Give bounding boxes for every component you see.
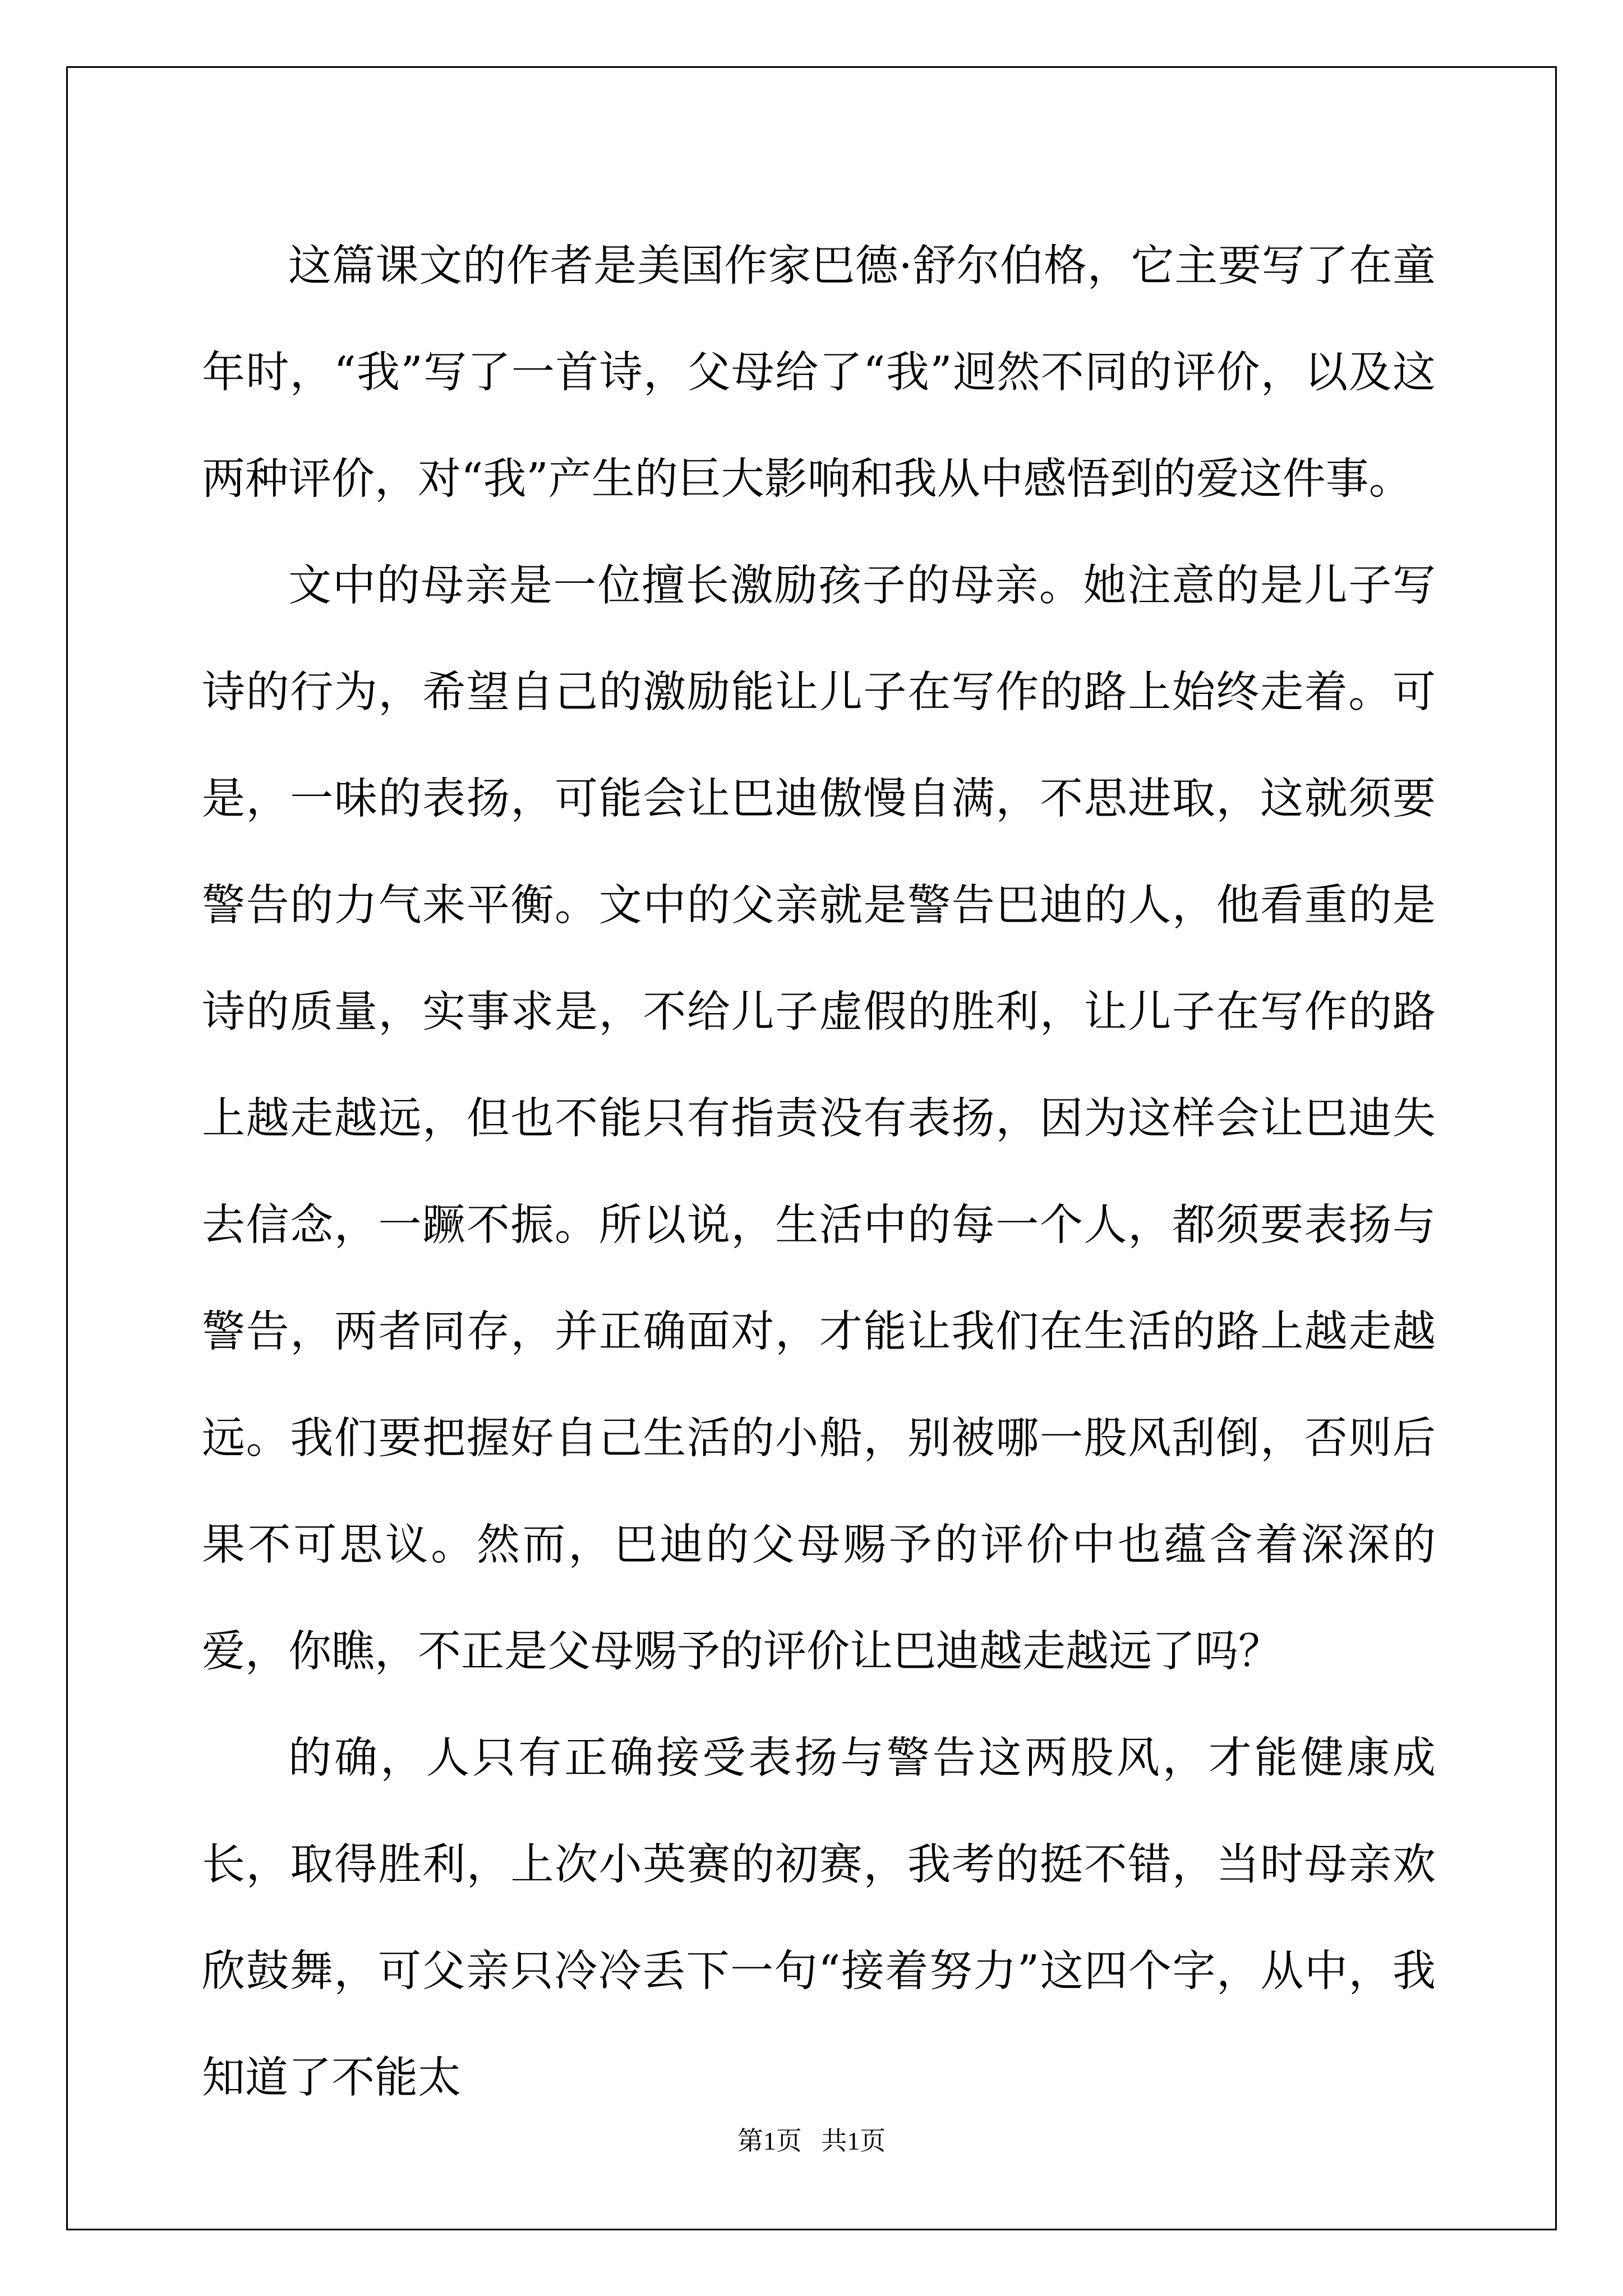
page-total: 共1页 (821, 2127, 886, 2155)
paragraph-1: 这篇课文的作者是美国作家巴德·舒尔伯格，它主要写了在童年时，“我”写了一首诗，父母给了“我”迥然不同的评价，以及这两种评价，对“我”产生的巨大影响和我从中感悟到的爱这件事。 (202, 241, 1436, 504)
paragraph-2: 文中的母亲是一位擅长激励孩子的母亲。她注意的是儿子写诗的行为，希望自己的激励能让儿子在写作的路上始终走着。可是，一味的表扬，可能会让巴迪傲慢自满，不思进取，这就须要警告的力气来平衡。文中的父亲就是警告巴迪的人，他看重的是诗的质量，实事求是，不给儿子虚假的胜利，让儿子在写作的路上越走越远，但也不能只有指责没有表扬，因为这样会让巴迪失去信念，一蹶不振。所以说，生活中的每一个人，都须要表扬与警告，两者同存，并正确面对，才能让我们在生活的路上越走越远。我们要把握好自己生活的小船，别被哪一股风刮倒，否则后果不可思议。然而，巴迪的父母赐予的评价中也蕴含着深深的爱，你瞧，不正是父母赐予的评价让巴迪越走越远了吗？ (202, 561, 1436, 1677)
page-footer (0, 2120, 1623, 2157)
page-number: 第1页 (737, 2127, 802, 2155)
document-body (202, 213, 1436, 2132)
paragraph-3: 的确，人只有正确接受表扬与警告这两股风，才能健康成长，取得胜利，上次小英赛的初赛，我考的挺不错，当时母亲欢欣鼓舞，可父亲只冷冷丢下一句“接着努力”这四个字，从中，我知道了不能太 (202, 1733, 1436, 2103)
